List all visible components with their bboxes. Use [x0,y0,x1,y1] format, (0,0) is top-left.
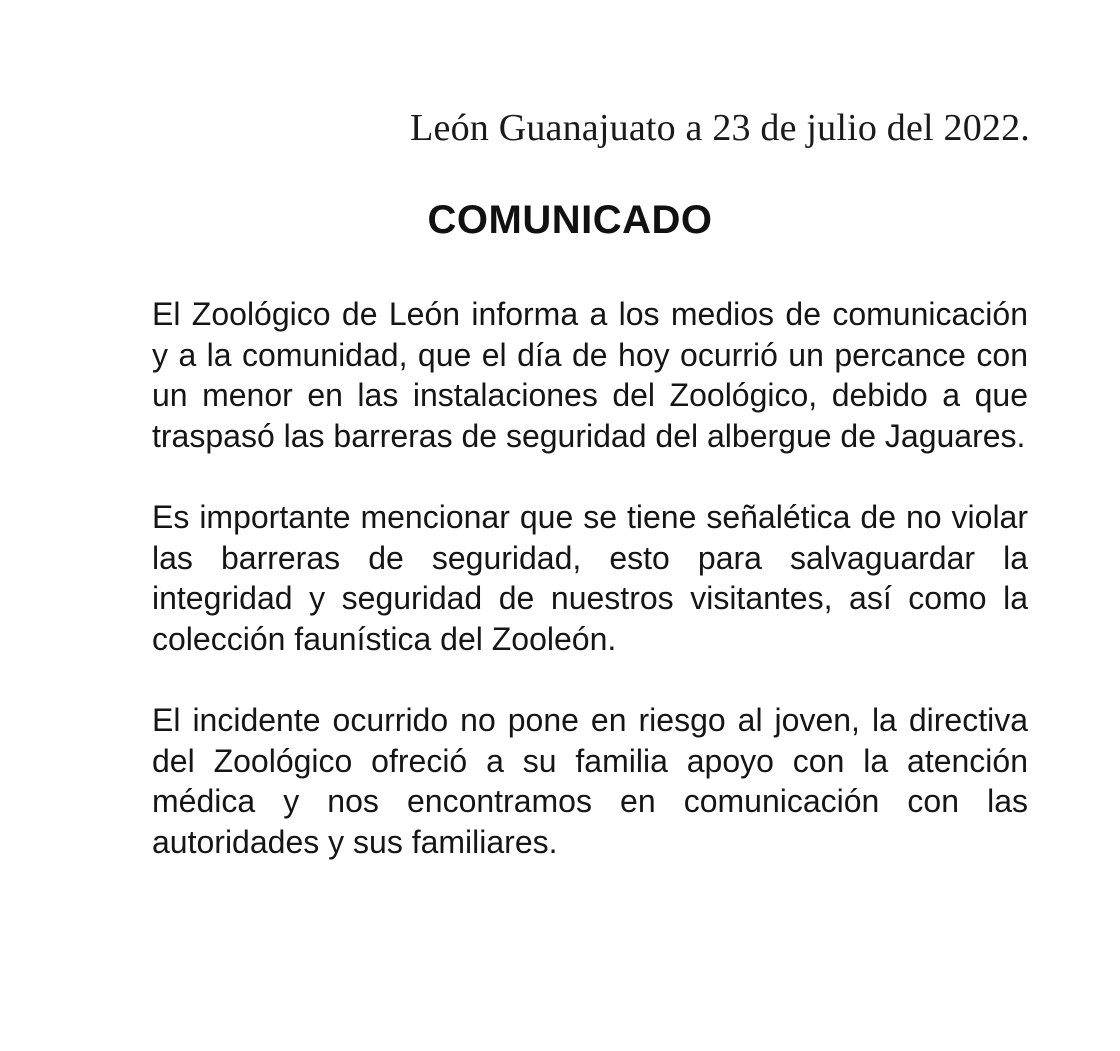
paragraph-signage: Es importante mencionar que se tiene señalética de no violar las barreras de seguridad, esto para salvaguardar la integridad y seguridad de nuestros visitantes, así como la colección faunística del Zooleón. [152,499,1028,657]
document-body [152,294,1028,862]
paragraph-status: El incidente ocurrido no pone en riesgo al joven, la directiva del Zoológico ofreció a su familia apoyo con la atención médica y nos encontramos en comunicación con las autoridades y sus familiares. [152,702,1028,860]
dateline: León Guanajuato a 23 de julio del 2022. [410,107,1030,149]
paragraph-incident: El Zoológico de León informa a los medios de comunicación y a la comunidad, que el día de hoy ocurrió un percance con un menor en las instalaciones del Zoológico, debido a que traspasó las barreras de seguridad del albergue de Jaguares. [152,296,1028,454]
document-title: COMUNICADO [427,198,713,242]
